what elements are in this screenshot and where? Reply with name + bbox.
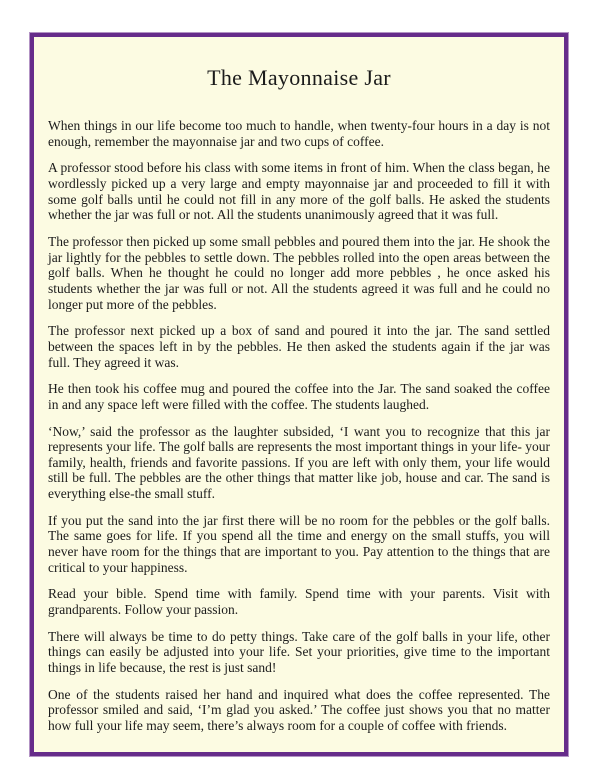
document-title: The Mayonnaise Jar bbox=[207, 65, 391, 90]
paragraph-pebbles: The professor then picked up some small pebbles and poured them into the jar. He shook the jar lightly for the pebbles to settle down. The pebbles rolled into the open areas between the golf balls. When he thought he could no longer add more pebbles , he once asked his students whether the jar was full or not. All the students agreed it was full and he could no longer put more of the pebbles. bbox=[48, 233, 550, 312]
document-card bbox=[30, 33, 568, 756]
paragraph-advice: Read your bible. Spend time with family. Spend time with your parents. Visit with grandparents. Follow your passion. bbox=[48, 586, 550, 618]
paragraph-golf-balls: A professor stood before his class with some items in front of him. When the class began, he wordlessly picked up a very large and empty mayonnaise jar and proceeded to fill it with some golf balls until he could not fill in any more of the golf balls. He asked the students whether the jar was full or not. All the students unanimously agreed that it was full. bbox=[48, 160, 550, 223]
paragraph-sand-first: If you put the sand into the jar first there will be no room for the pebbles or the golf balls. The same goes for life. If you spend all the time and energy on the small stuffs, you will never have room for the things that are important to you. Pay attention to the things that are critical to your happiness. bbox=[48, 512, 550, 575]
paragraph-coffee: He then took his coffee mug and poured the coffee into the Jar. The sand soaked the coffee in and any space left were filled with the coffee. The students laughed. bbox=[48, 381, 550, 412]
paragraph-intro: When things in our life become too much to handle, when twenty-four hours in a day is not enough, remember the mayonnaise jar and two cups of coffee. bbox=[48, 118, 550, 149]
paragraph-coffee-question: One of the students raised her hand and inquired what does the coffee represented. The professor smiled and said, ‘I’m glad you asked.’ The coffee just shows you that no matter how full your life may seem, there’s always room for a couple of coffee with friends. bbox=[48, 686, 550, 733]
paragraph-sand: The professor next picked up a box of sand and poured it into the jar. The sand settled between the spaces left in by the pebbles. He then asked the students again if the jar was full. They agreed it was. bbox=[48, 323, 550, 370]
paragraph-priorities: There will always be time to do petty things. Take care of the golf balls in your life, other things can easily be adjusted into your life. Set your priorities, give time to the important things in life because, the rest is just sand! bbox=[48, 628, 550, 676]
paragraph-jar-meaning: ‘Now,’ said the professor as the laughter subsided, ‘I want you to recognize that this jar represents your life. The golf balls are represents the most important things in your life- your family, health, friends and favorite passions. If you are left with only them, your life would still be full. The pebbles are the other things that matter like job, house and car. The sand is everything else-the small stuff. bbox=[48, 423, 550, 502]
